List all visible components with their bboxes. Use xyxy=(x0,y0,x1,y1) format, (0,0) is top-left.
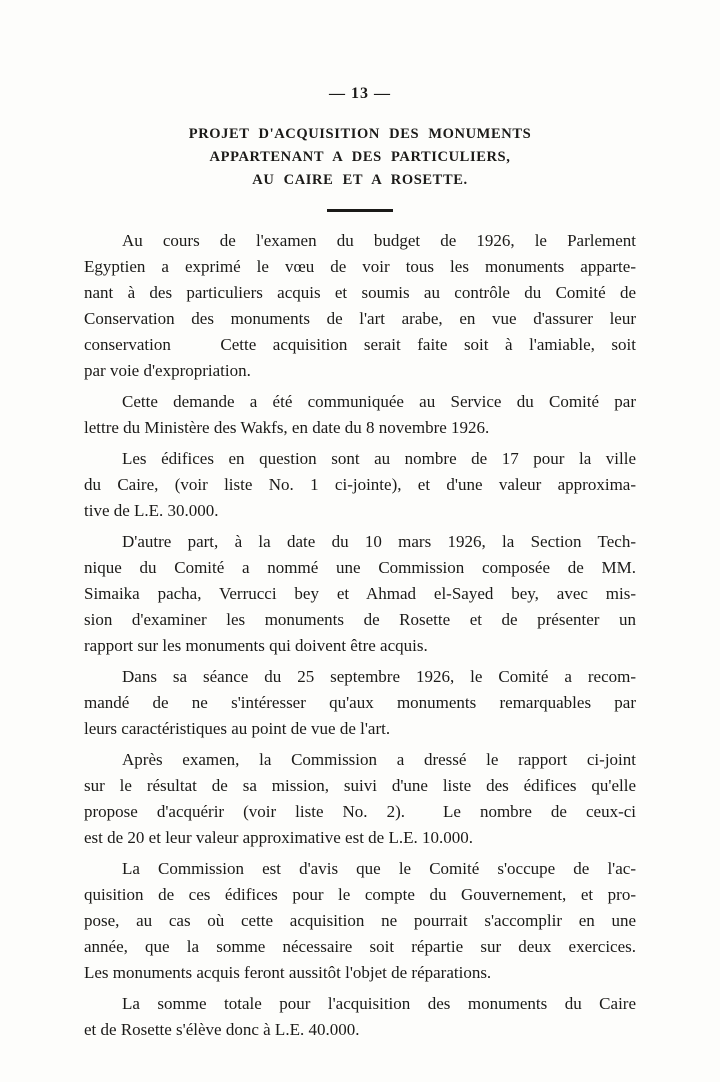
paragraph-3 xyxy=(84,446,636,524)
text-line: nant à des particuliers acquis et soumis au contrôle du Comité de xyxy=(84,283,636,302)
title-line: AU CAIRE ET A ROSETTE. xyxy=(252,172,468,188)
text-line: Egyptien a exprimé le vœu de voir tous les monuments apparte- xyxy=(84,257,636,276)
text-line: propose d'acquérir (voir liste No. 2). Le nombre de ceux-ci xyxy=(84,802,636,821)
text-line: mandé de ne s'intéresser qu'aux monuments remarquables par xyxy=(84,693,636,712)
paragraph-2 xyxy=(84,389,636,441)
text-line: nique du Comité a nommé une Commission composée de MM. xyxy=(84,558,636,577)
text-line: Après examen, la Commission a dressé le rapport ci-joint xyxy=(122,750,636,769)
text-line: Les édifices en question sont au nombre de 17 pour la ville xyxy=(122,449,636,468)
title-divider-rule xyxy=(327,209,393,212)
text-line: par voie d'expropriation. xyxy=(84,361,251,380)
text-line: leurs caractéristiques au point de vue de l'art. xyxy=(84,719,391,738)
title-line: PROJET D'ACQUISITION DES MONUMENTS xyxy=(188,126,532,142)
page-number: — 13 — xyxy=(329,85,391,102)
text-line: La Commission est d'avis que le Comité s'occupe de l'ac- xyxy=(122,859,636,878)
text-line: lettre du Ministère des Wakfs, en date du 8 novembre 1926. xyxy=(84,418,490,437)
document-body xyxy=(84,228,636,1048)
text-line: sion d'examiner les monuments de Rosette et de présenter un xyxy=(84,610,636,629)
text-line: tive de L.E. 30.000. xyxy=(84,501,219,520)
document-title xyxy=(0,123,720,192)
paragraph-5 xyxy=(84,664,636,742)
text-line: année, que la somme nécessaire soit répartie sur deux exercices. xyxy=(84,937,636,956)
text-line: D'autre part, à la date du 10 mars 1926, la Section Tech- xyxy=(122,532,636,551)
text-line: et de Rosette s'élève donc à L.E. 40.000. xyxy=(84,1020,360,1039)
paragraph-7 xyxy=(84,856,636,986)
paragraph-4 xyxy=(84,529,636,659)
text-line: La somme totale pour l'acquisition des monuments du Caire xyxy=(122,994,636,1013)
text-line: est de 20 et leur valeur approximative est de L.E. 10.000. xyxy=(84,828,473,847)
text-line: rapport sur les monuments qui doivent être acquis. xyxy=(84,636,428,655)
paragraph-6 xyxy=(84,747,636,851)
text-line: pose, au cas où cette acquisition ne pourrait s'accomplir en une xyxy=(84,911,636,930)
text-line: Au cours de l'examen du budget de 1926, le Parlement xyxy=(122,231,636,250)
text-line: Simaika pacha, Verrucci bey et Ahmad el-Sayed bey, avec mis- xyxy=(84,584,636,603)
text-line: sur le résultat de sa mission, suivi d'une liste des édifices qu'elle xyxy=(84,776,636,795)
text-line: Les monuments acquis feront aussitôt l'objet de réparations. xyxy=(84,963,492,982)
text-line: Dans sa séance du 25 septembre 1926, le Comité a recom- xyxy=(122,667,636,686)
title-line: APPARTENANT A DES PARTICULIERS, xyxy=(209,149,511,165)
text-line: Conservation des monuments de l'art arabe, en vue d'assurer leur xyxy=(84,309,636,328)
text-line: quisition de ces édifices pour le compte du Gouvernement, et pro- xyxy=(84,885,636,904)
paragraph-8 xyxy=(84,991,636,1043)
text-line: du Caire, (voir liste No. 1 ci-jointe), et d'une valeur approxima- xyxy=(84,475,636,494)
text-line: Cette demande a été communiquée au Service du Comité par xyxy=(122,392,636,411)
paragraph-1 xyxy=(84,228,636,384)
text-line: conservation Cette acquisition serait faite soit à l'amiable, soit xyxy=(84,335,636,354)
